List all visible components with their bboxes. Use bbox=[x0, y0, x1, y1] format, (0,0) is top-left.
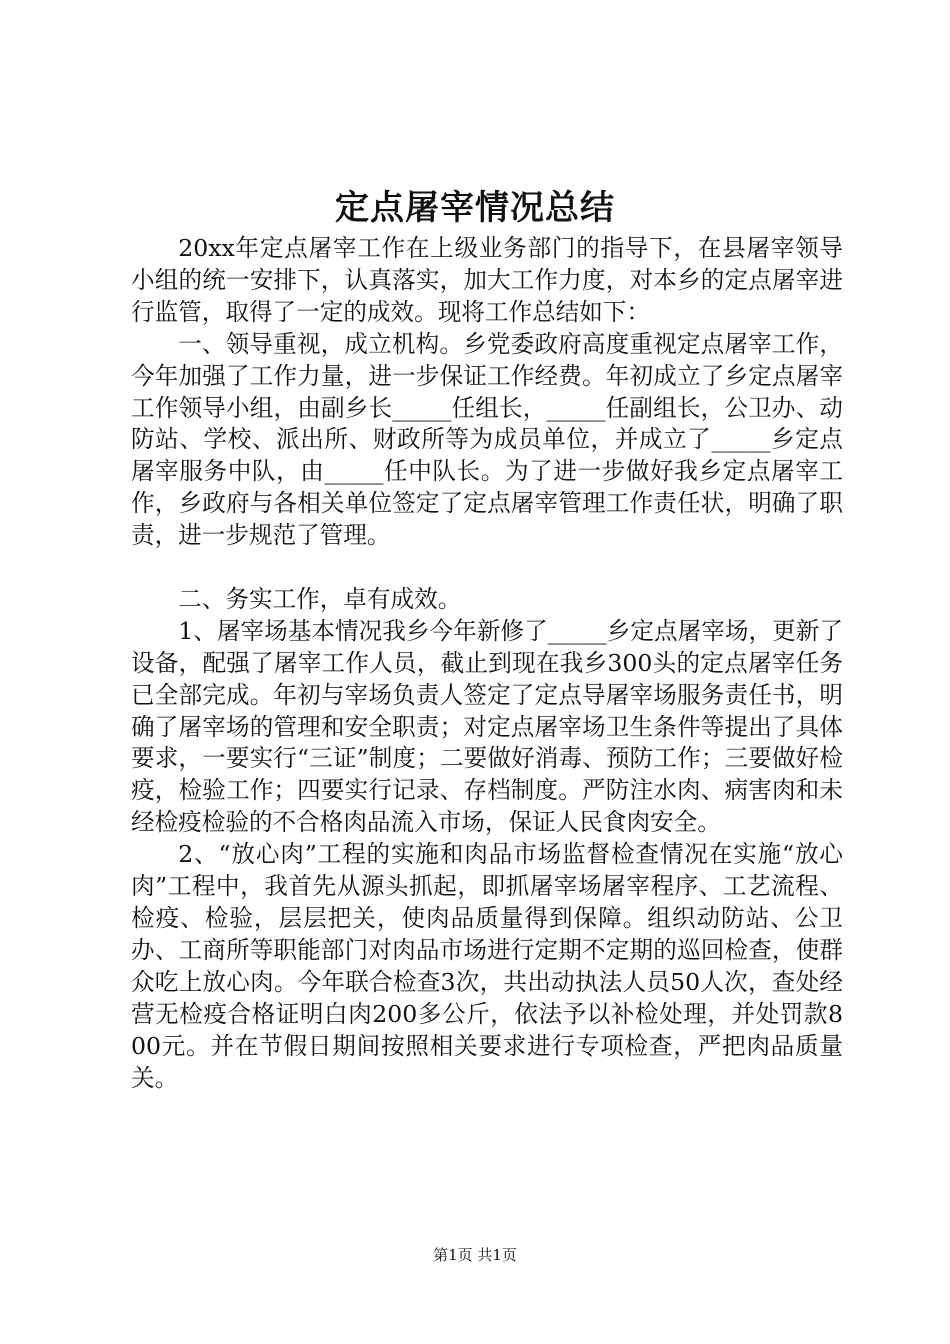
page-footer: 第1页 共1页 bbox=[433, 1246, 517, 1264]
document-body bbox=[131, 233, 843, 1094]
paragraph-section-2-heading: 二、务实工作，卓有成效。 bbox=[178, 584, 462, 613]
paragraph-intro: 20xx年定点屠宰工作在上级业务部门的指导下，在县屠宰领导小组的统一安排下，认真落实，加大工作力度，对本乡的定点屠宰进行监管，取得了一定的成效。现将工作总结如下： bbox=[131, 234, 843, 326]
document-title: 定点屠宰情况总结 bbox=[335, 188, 615, 228]
paragraph-section-1: 一、领导重视，成立机构。乡党委政府高度重视定点屠宰工作，今年加强了工作力量，进一步保证工作经费。年初成立了乡定点屠宰工作领导小组，由副乡长_____任组长，_____任副组长，公卫办、动防站、学校、派出所、财政所等为成员单位，并成立了_____乡定点屠宰服务中队，由_____任中队长。为了进一步做好我乡定点屠宰工作，乡政府与各相关单位签定了定点屠宰管理工作责任状，明确了职责，进一步规范了管理。 bbox=[131, 329, 843, 550]
paragraph-section-2-item-1: 1、屠宰场基本情况我乡今年新修了_____乡定点屠宰场，更新了设备，配强了屠宰工作人员，截止到现在我乡300头的定点屠宰任务已全部完成。年初与宰场负责人签定了定点导屠宰场服务责任书，明确了屠宰场的管理和安全职责；对定点屠宰场卫生条件等提出了具体要求，一要实行“三证”制度；二要做好消毒、预防工作；三要做好检疫，检验工作；四要实行记录、存档制度。严防注水肉、病害肉和未经检疫检验的不合格肉品流入市场，保证人民食肉安全。 bbox=[131, 616, 843, 837]
paragraph-section-2-item-2: 2、“放心肉”工程的实施和肉品市场监督检查情况在实施“放心肉”工程中，我首先从源头抓起，即抓屠宰场屠宰程序、工艺流程、检疫、检验，层层把关，使肉品质量得到保障。组织动防站、公卫办、工商所等职能部门对肉品市场进行定期不定期的巡回检查，使群众吃上放心肉。今年联合检查3次，共出动执法人员50人次，查处经营无检疫合格证明白肉200多公斤，依法予以补检处理，并处罚款800元。并在节假日期间按照相关要求进行专项检查，严把肉品质量关。 bbox=[131, 840, 843, 1092]
